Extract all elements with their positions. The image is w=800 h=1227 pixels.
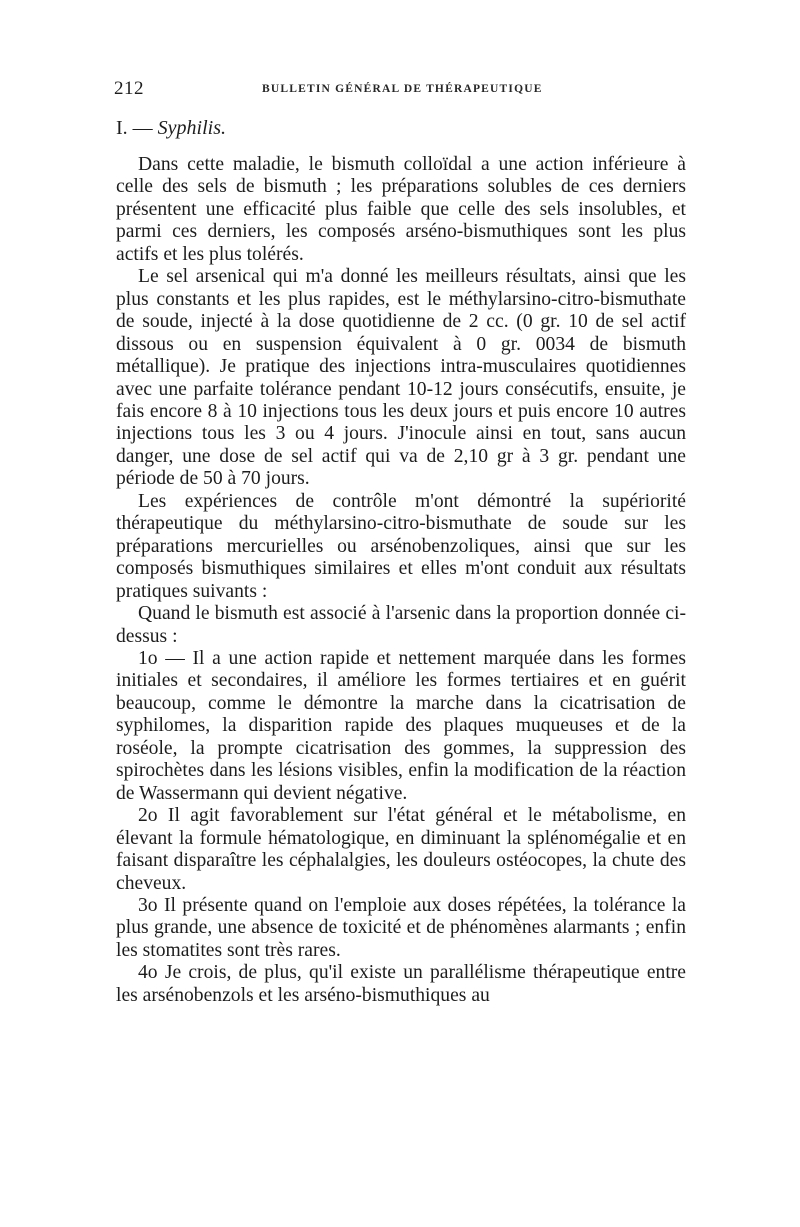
page-number: 212 bbox=[114, 78, 144, 99]
running-head bbox=[114, 78, 686, 100]
paragraph-point-3: 3o Il présente quand on l'emploie aux doses répétées, la tolérance la plus grande, une absence de toxicité et de phénomènes alarmants ; enfin les stomatites sont très rares. bbox=[116, 894, 686, 961]
paragraph-control-experiments: Les expériences de contrôle m'ont démontré la supériorité thérapeutique du méthylarsino-citro-bismuthate de soude sur les préparations mercurielles ou arsénobenzoliques, ainsi que sur les composés bismuthiques similaires et elles m'ont conduit aux résultats pratiques suivants : bbox=[116, 490, 686, 602]
paragraph-proportion: Quand le bismuth est associé à l'arsenic dans la proportion donnée ci-dessus : bbox=[116, 603, 686, 647]
paragraph-point-4: 4o Je crois, de plus, qu'il existe un parallélisme thérapeutique entre les arsénobenzols et les arséno-bismuthiques au bbox=[116, 962, 686, 1006]
paragraph-arsenical-salt: Le sel arsenical qui m'a donné les meilleurs résultats, ainsi que les plus constants et les plus rapides, est le méthylarsino-citro-bismuthate de soude, injecté à la dose quotidienne de 2 cc. (0 gr. 10 de sel actif dissous ou en suspension équivalent à 0 gr. 0034 de bismuth métallique). Je pratique des injections intra-musculaires quotidiennes avec une parfaite tolérance pendant 10-12 jours consécutifs, ensuite, je fais encore 8 à 10 injections tous les deux jours et puis encore 10 autres injections tous les 3 ou 4 jours. J'inocule ainsi en tout, sans aucun danger, une dose de sel actif qui va de 2,10 gr à 3 gr. pendant une période de 50 à 70 jours. bbox=[116, 266, 686, 490]
section-heading bbox=[116, 116, 686, 140]
section-title: Syphilis. bbox=[157, 117, 227, 139]
journal-title: BULLETIN GÉNÉRAL DE THÉRAPEUTIQUE bbox=[262, 83, 543, 95]
page-body bbox=[116, 116, 686, 1007]
paragraph-point-1: 1o — Il a une action rapide et nettement marquée dans les formes initiales et secondaires, il améliore les formes tertiaires et en guérit beaucoup, comme le démontre la marche dans la cicatrisation de syphilomes, la disparition rapide des plaques muqueuses et de la roséole, la prompte cicatrisation des gommes, la suppression des spirochètes dans les lésions visibles, enfin la modification de la réaction de Wassermann qui devient négative. bbox=[116, 647, 686, 804]
paragraph-point-2: 2o Il agit favorablement sur l'état général et le métabolisme, en élevant la formule hématologique, en diminuant la splénomégalie et en faisant disparaître les céphalalgies, les douleurs ostéocopes, la chute des cheveux. bbox=[116, 805, 686, 894]
section-number: I. — bbox=[116, 117, 153, 139]
paragraph-intro: Dans cette maladie, le bismuth colloïdal a une action inférieure à celle des sels de bismuth ; les préparations solubles de ces derniers présentent une efficacité plus faible que celle des sels insolubles, et parmi ces derniers, les composés arséno-bismuthiques sont les plus actifs et les plus tolérés. bbox=[116, 154, 686, 265]
